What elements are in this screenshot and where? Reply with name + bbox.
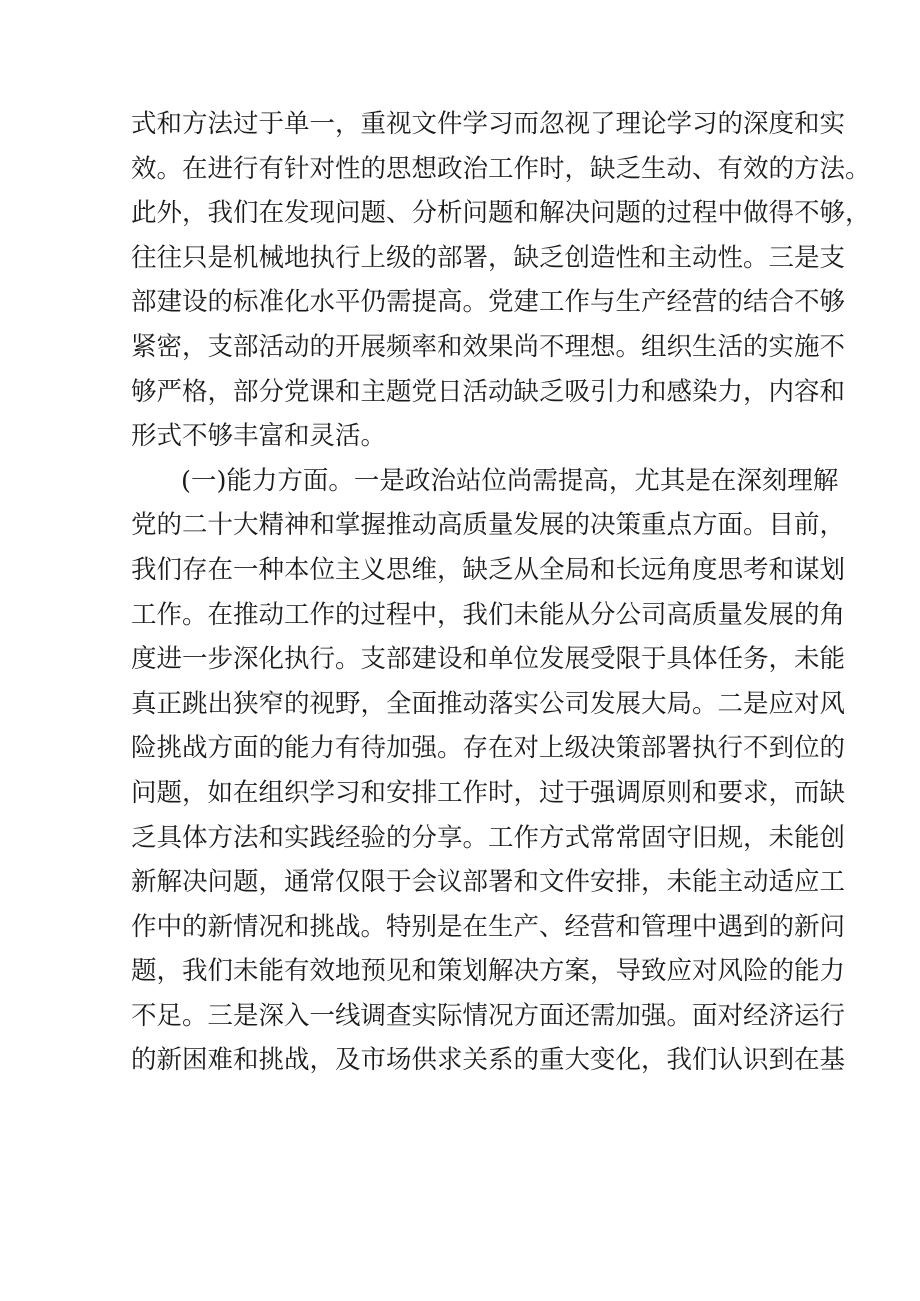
text-line: 真正跳出狭窄的视野，全面推动落实公司发展大局。二是应对风 bbox=[131, 688, 846, 719]
text-line: 不足。三是深入一线调查实际情况方面还需加强。面对经济运行 bbox=[131, 1000, 846, 1031]
body-text bbox=[131, 102, 871, 1083]
text-line: 的新困难和挑战，及市场供求关系的重大变化，我们认识到在基 bbox=[131, 1045, 846, 1076]
text-line: 此外，我们在发现问题、分析问题和解决问题的过程中做得不够， bbox=[131, 198, 871, 229]
text-line: 题，我们未能有效地预见和策划解决方案，导致应对风险的能力 bbox=[131, 956, 846, 987]
text-line: 度进一步深化执行。支部建设和单位发展受限于具体任务，未能 bbox=[131, 644, 846, 675]
text-line: 效。在进行有针对性的思想政治工作时，缺乏生动、有效的方法。 bbox=[131, 153, 871, 184]
text-line: 作中的新情况和挑战。特别是在生产、经营和管理中遇到的新问 bbox=[131, 911, 846, 942]
text-line: 式和方法过于单一，重视文件学习而忽视了理论学习的深度和实 bbox=[131, 109, 846, 139]
text-line: 部建设的标准化水平仍需提高。党建工作与生产经营的结合不够 bbox=[131, 287, 846, 318]
section-heading-line: (一)能力方面。一是政治站位尚需提高，尤其是在深刻理解 bbox=[181, 465, 839, 496]
text-line: 党的二十大精神和掌握推动高质量发展的决策重点方面。目前， bbox=[131, 510, 846, 541]
text-line: 问题，如在组织学习和安排工作时，过于强调原则和要求，而缺 bbox=[131, 777, 846, 808]
text-line: 往往只是机械地执行上级的部署，缺乏创造性和主动性。三是支 bbox=[131, 242, 846, 273]
text-line: 够严格，部分党课和主题党日活动缺乏吸引力和感染力，内容和 bbox=[131, 376, 846, 407]
text-line: 工作。在推动工作的过程中，我们未能从分公司高质量发展的角 bbox=[131, 599, 846, 630]
text-line: 紧密，支部活动的开展频率和效果尚不理想。组织生活的实施不 bbox=[131, 331, 846, 362]
text-line: 险挑战方面的能力有待加强。存在对上级决策部署执行不到位的 bbox=[131, 733, 846, 764]
text-line: 乏具体方法和实践经验的分享。工作方式常常固守旧规，未能创 bbox=[131, 822, 846, 853]
text-line: 我们存在一种本位主义思维，缺乏从全局和长远角度思考和谋划 bbox=[131, 554, 846, 585]
text-line: 形式不够丰富和灵活。 bbox=[131, 421, 387, 452]
text-line: 新解决问题，通常仅限于会议部署和文件安排，未能主动适应工 bbox=[131, 867, 846, 898]
